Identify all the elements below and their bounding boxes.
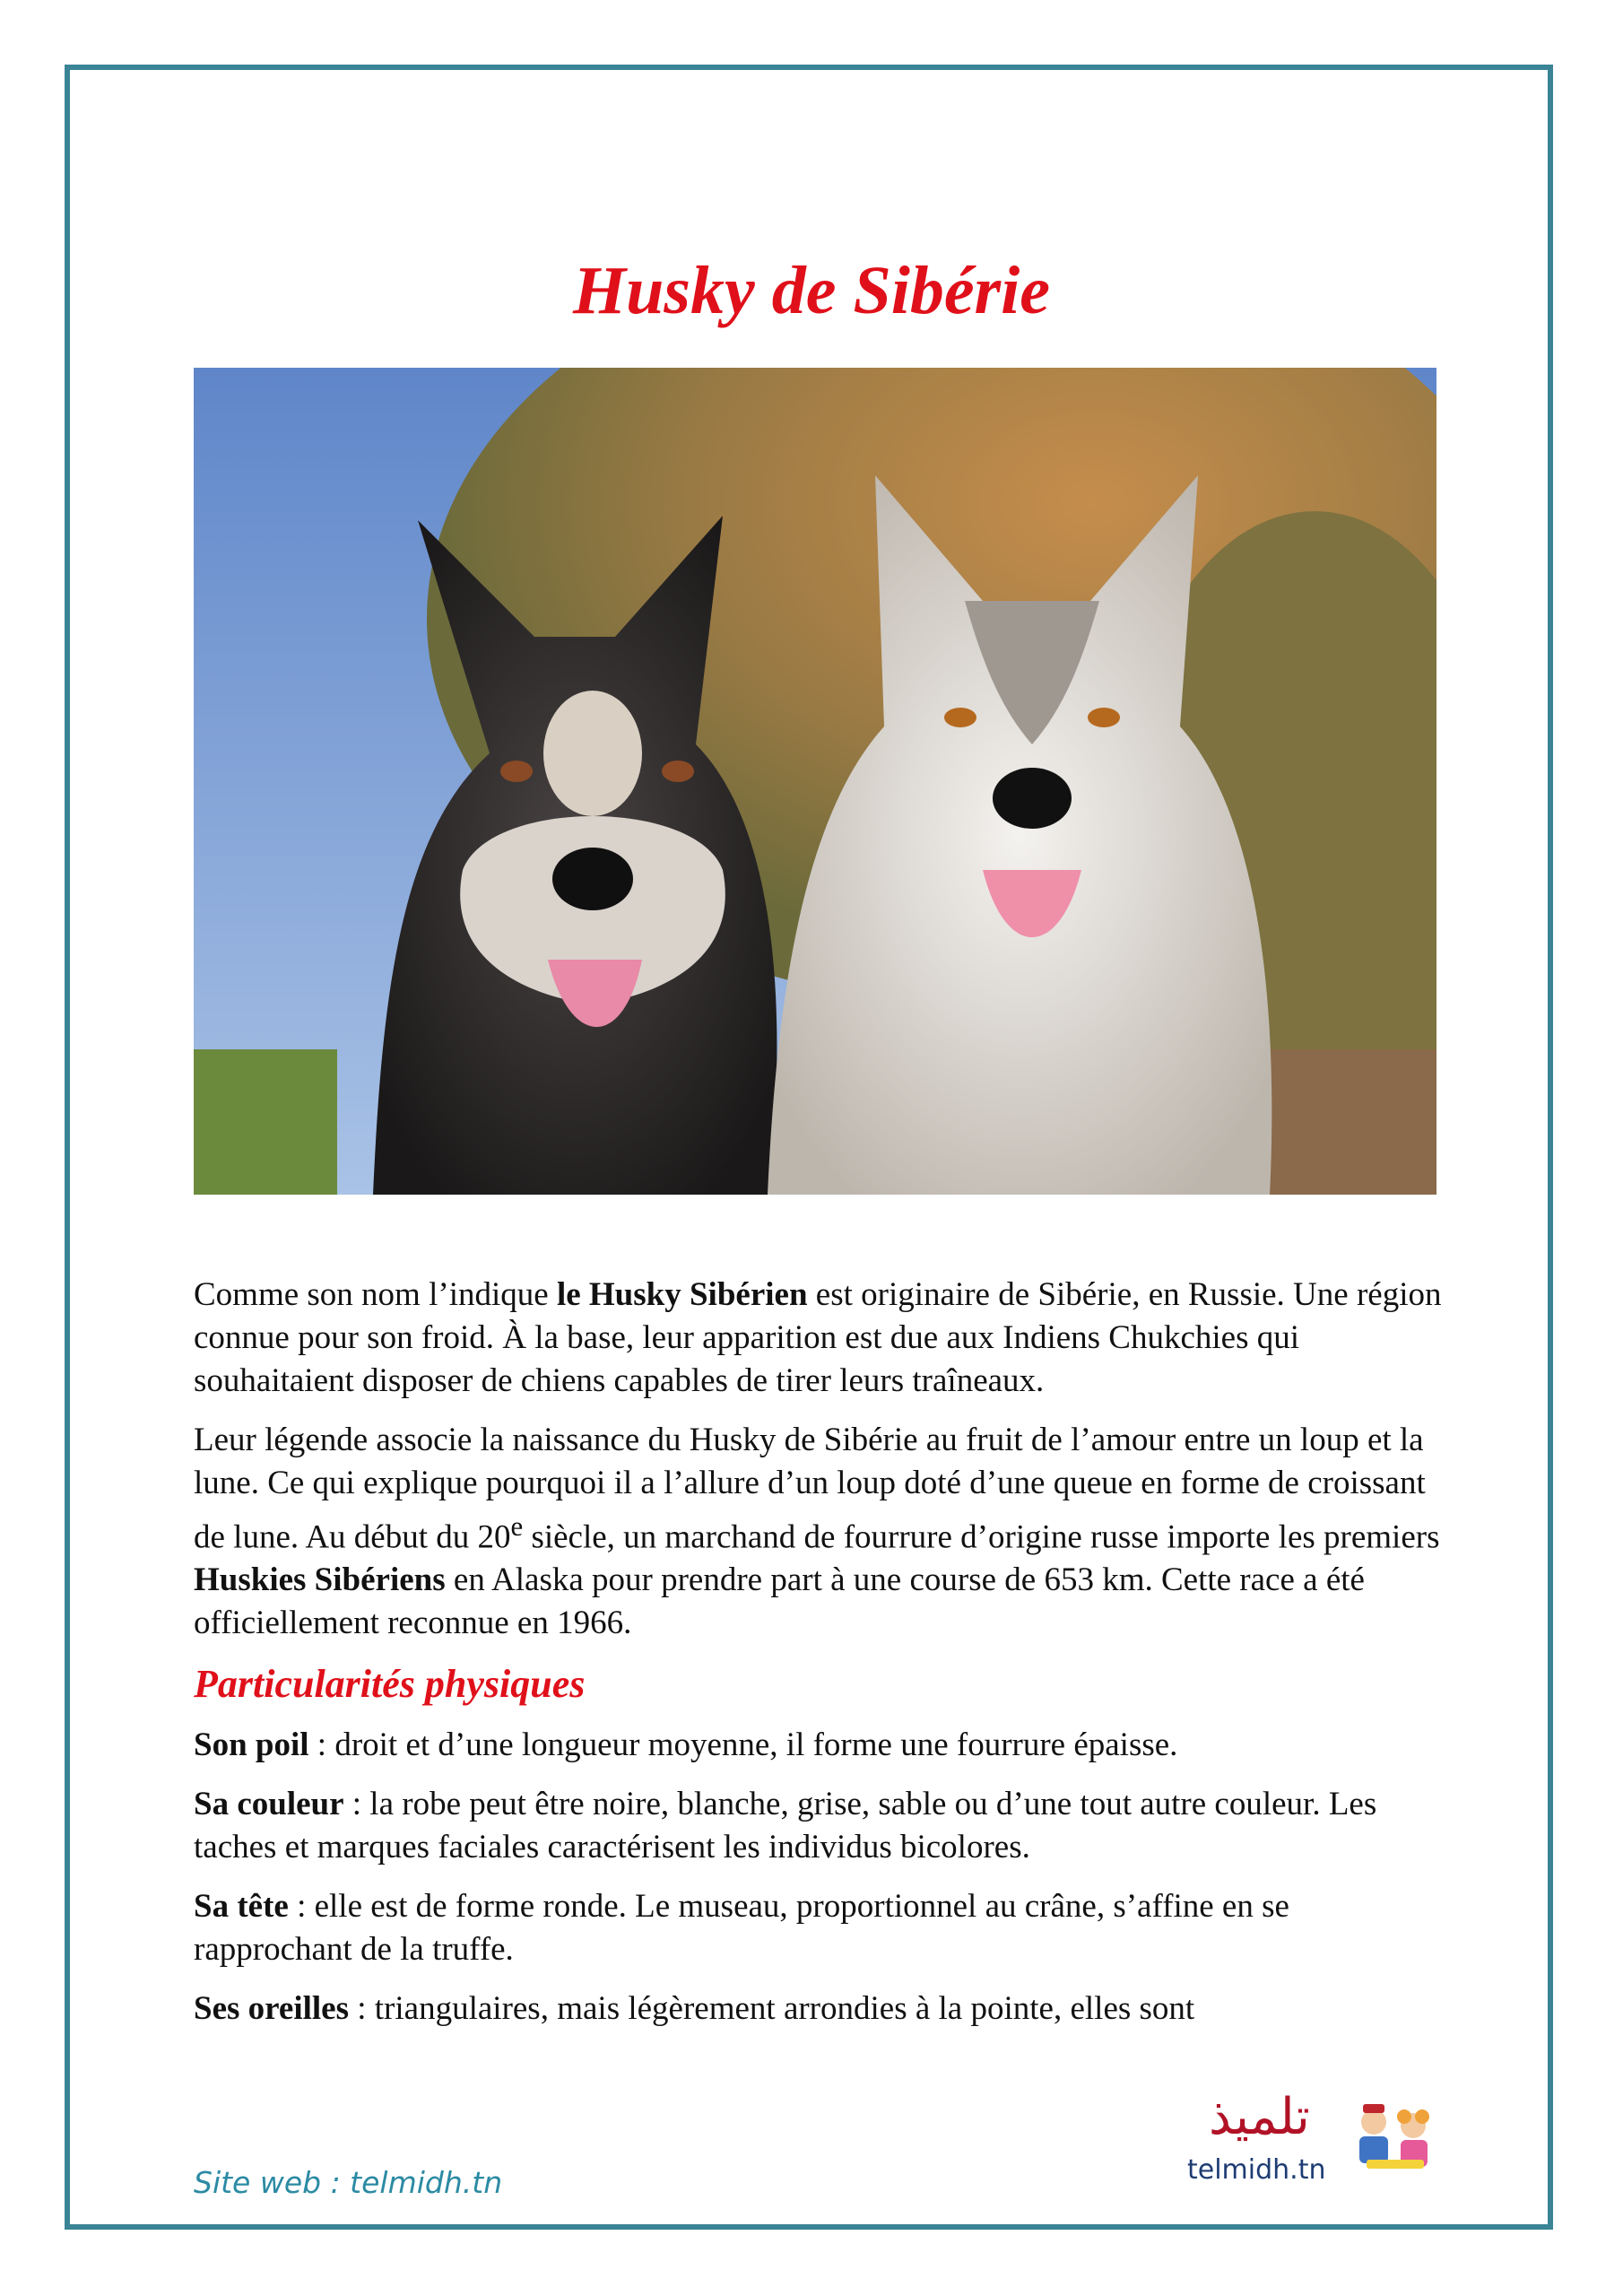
feature-item: Sa tête : elle est de forme ronde. Le museau, proportionnel au crâne, s’affine en se rapprochant de la truffe. <box>194 1888 1289 1969</box>
feature-item: Sa couleur : la robe peut être noire, blanche, grise, sable ou d’une tout autre couleur. Les taches et marques faciales caractérisent les individus bicolores. <box>194 1786 1377 1866</box>
feature-item: Son poil : droit et d’une longueur moyenne, il forme une fourrure épaisse. <box>194 1726 1178 1764</box>
bold-term: le Husky Sibérien <box>556 1276 808 1313</box>
intro-paragraph: Comme son nom l’indique le Husky Sibérien est originaire de Sibérie, en Russie. Une région connue pour son froid. À la base, leur apparition est due aux Indiens Chukchies qui souhaitaient disposer de chiens capables de tirer leurs traîneaux. <box>194 1276 1442 1399</box>
kids-reading-icon <box>1349 2097 1438 2187</box>
section-heading: Particularités physiques <box>194 1662 586 1707</box>
legend-paragraph: Leur légende associe la naissance du Husky de Sibérie au fruit de l’amour entre un loup et la lune. Ce qui explique pourquoi il a l’allure d’un loup doté d’une queue en forme de croissant de lune. Au début du 20e siècle, un marchand de fourrure d’origine russe importe les premiers Huskies Sibériens en Alaska pour prendre part à une course de 653 km. Cette race a été officiellement reconnue en 1966. <box>194 1422 1440 1642</box>
footer-site-link[interactable]: Site web : telmidh.tn <box>194 2165 503 2200</box>
article-body <box>194 1274 1449 2047</box>
logo-latin-text: telmidh.tn <box>1187 2154 1326 2186</box>
feature-item: Ses oreilles : triangulaires, mais légèrement arrondies à la pointe, elles sont <box>194 1990 1195 2028</box>
bold-term: Huskies Sibériens <box>194 1561 446 1599</box>
husky-photo <box>194 368 1436 1195</box>
logo-arabic-text: تلميذ <box>1209 2088 1310 2146</box>
page-title: Husky de Sibérie <box>573 253 1050 328</box>
telmidh-logo <box>1182 2088 1451 2196</box>
